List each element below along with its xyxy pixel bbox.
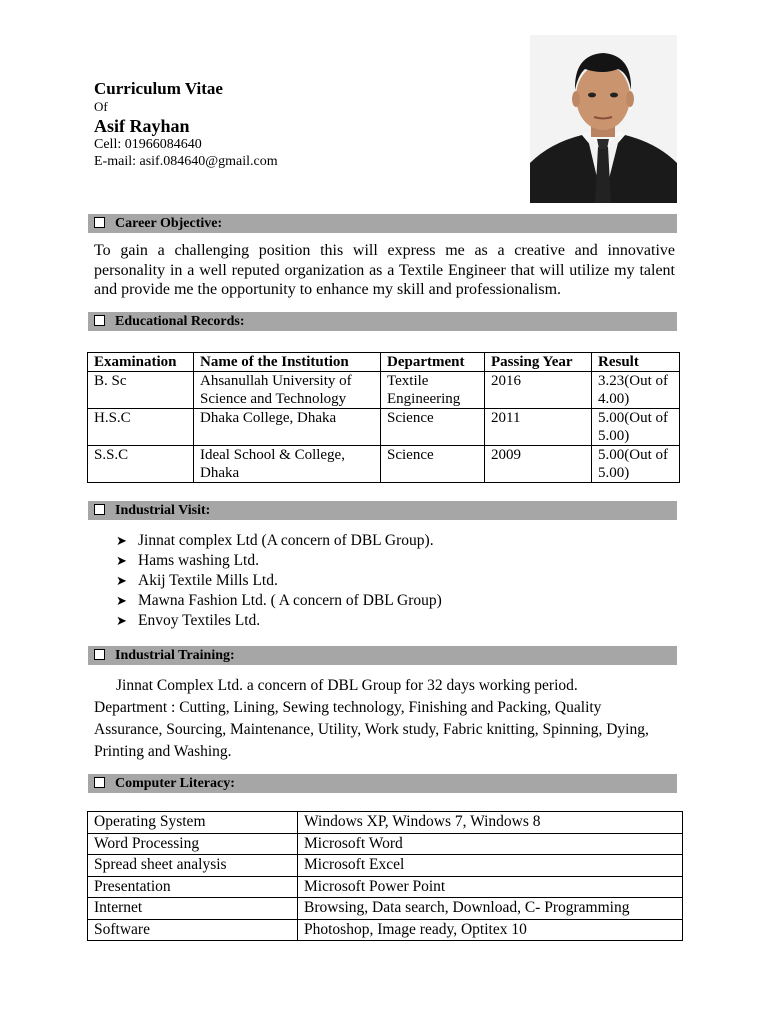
table-cell: Photoshop, Image ready, Optitex 10 <box>298 919 683 941</box>
section-title: Educational Records: <box>115 314 245 329</box>
arrow-bullet-icon: ➤ <box>116 573 127 588</box>
table-cell: B. Sc <box>88 372 194 409</box>
column-header: Examination <box>88 353 194 372</box>
table-cell: Dhaka College, Dhaka <box>194 409 381 446</box>
arrow-bullet-icon: ➤ <box>116 593 127 608</box>
cell-number: Cell: 01966084640 <box>94 137 202 152</box>
section-title: Computer Literacy: <box>115 776 235 791</box>
table-cell: 2016 <box>485 372 592 409</box>
table-row <box>88 855 683 877</box>
profile-photo <box>530 35 677 203</box>
educational-records-header <box>88 312 677 331</box>
table-row <box>88 446 680 483</box>
industrial-training-header <box>88 646 677 665</box>
career-objective-header <box>88 214 677 233</box>
table-row <box>88 833 683 855</box>
arrow-bullet-icon: ➤ <box>116 533 127 548</box>
section-title: Career Objective: <box>115 216 223 231</box>
column-header: Result <box>592 353 680 372</box>
computer-literacy-header <box>88 774 677 793</box>
checkbox-bullet-icon <box>94 315 105 326</box>
list-item: ➤ Envoy Textiles Ltd. <box>116 612 261 629</box>
table-cell: 5.00(Out of 5.00) <box>592 409 680 446</box>
education-table <box>87 352 680 483</box>
table-row <box>88 898 683 920</box>
table-cell: Textile Engineering <box>381 372 485 409</box>
list-item: ➤ Mawna Fashion Ltd. ( A concern of DBL Group) <box>116 592 442 609</box>
table-header-row <box>88 353 680 372</box>
list-item: ➤ Jinnat complex Ltd (A concern of DBL Group). <box>116 532 434 549</box>
column-header: Name of the Institution <box>194 353 381 372</box>
table-row <box>88 372 680 409</box>
table-cell: 2009 <box>485 446 592 483</box>
table-row <box>88 409 680 446</box>
table-cell: Word Processing <box>88 833 298 855</box>
cv-of: Of <box>94 99 108 114</box>
table-cell: Presentation <box>88 876 298 898</box>
table-row <box>88 876 683 898</box>
industrial-visit-list <box>116 531 442 631</box>
table-cell: Windows XP, Windows 7, Windows 8 <box>298 812 683 834</box>
table-cell: Science <box>381 446 485 483</box>
table-cell: Microsoft Power Point <box>298 876 683 898</box>
cv-title: Curriculum Vitae <box>94 79 223 98</box>
table-cell: 3.23(Out of 4.00) <box>592 372 680 409</box>
table-cell: Microsoft Excel <box>298 855 683 877</box>
table-row <box>88 919 683 941</box>
section-title: Industrial Visit: <box>115 503 211 518</box>
table-cell: 2011 <box>485 409 592 446</box>
column-header: Passing Year <box>485 353 592 372</box>
table-cell: Ahsanullah University of Science and Technology <box>194 372 381 409</box>
arrow-bullet-icon: ➤ <box>116 613 127 628</box>
list-item: ➤ Hams washing Ltd. <box>116 552 259 569</box>
person-name: Asif Rayhan <box>94 116 190 136</box>
table-cell: 5.00(Out of 5.00) <box>592 446 680 483</box>
table-cell: H.S.C <box>88 409 194 446</box>
table-row <box>88 812 683 834</box>
list-item: ➤ Akij Textile Mills Ltd. <box>116 572 278 589</box>
career-objective-text: To gain a challenging position this will express me as a creative and innovative personality in a well reputed organization as a Textile Engineer that will utilize my talent and provide me the opportunity to enhance my skill and professionalism. <box>94 242 675 298</box>
email-address: E-mail: asif.084640@gmail.com <box>94 154 278 169</box>
industrial-visit-header <box>88 501 677 520</box>
training-department: Department : Cutting, Lining, Sewing technology, Finishing and Packing, Quality Assurance, Sourcing, Maintenance, Utility, Work study, Fabric knitting, Spinning, Dying, Printing and Washing. <box>94 699 649 760</box>
table-cell: Browsing, Data search, Download, C- Programming <box>298 898 683 920</box>
checkbox-bullet-icon <box>94 217 105 228</box>
table-cell: Software <box>88 919 298 941</box>
table-cell: Ideal School & College, Dhaka <box>194 446 381 483</box>
table-cell: S.S.C <box>88 446 194 483</box>
checkbox-bullet-icon <box>94 649 105 660</box>
industrial-training-text <box>94 675 654 763</box>
column-header: Department <box>381 353 485 372</box>
arrow-bullet-icon: ➤ <box>116 553 127 568</box>
section-title: Industrial Training: <box>115 648 235 663</box>
table-cell: Spread sheet analysis <box>88 855 298 877</box>
table-cell: Microsoft Word <box>298 833 683 855</box>
table-cell: Science <box>381 409 485 446</box>
table-cell: Internet <box>88 898 298 920</box>
checkbox-bullet-icon <box>94 504 105 515</box>
training-line: Jinnat Complex Ltd. a concern of DBL Group for 32 days working period. <box>116 677 578 694</box>
checkbox-bullet-icon <box>94 777 105 788</box>
computer-literacy-table <box>87 811 683 941</box>
table-cell: Operating System <box>88 812 298 834</box>
